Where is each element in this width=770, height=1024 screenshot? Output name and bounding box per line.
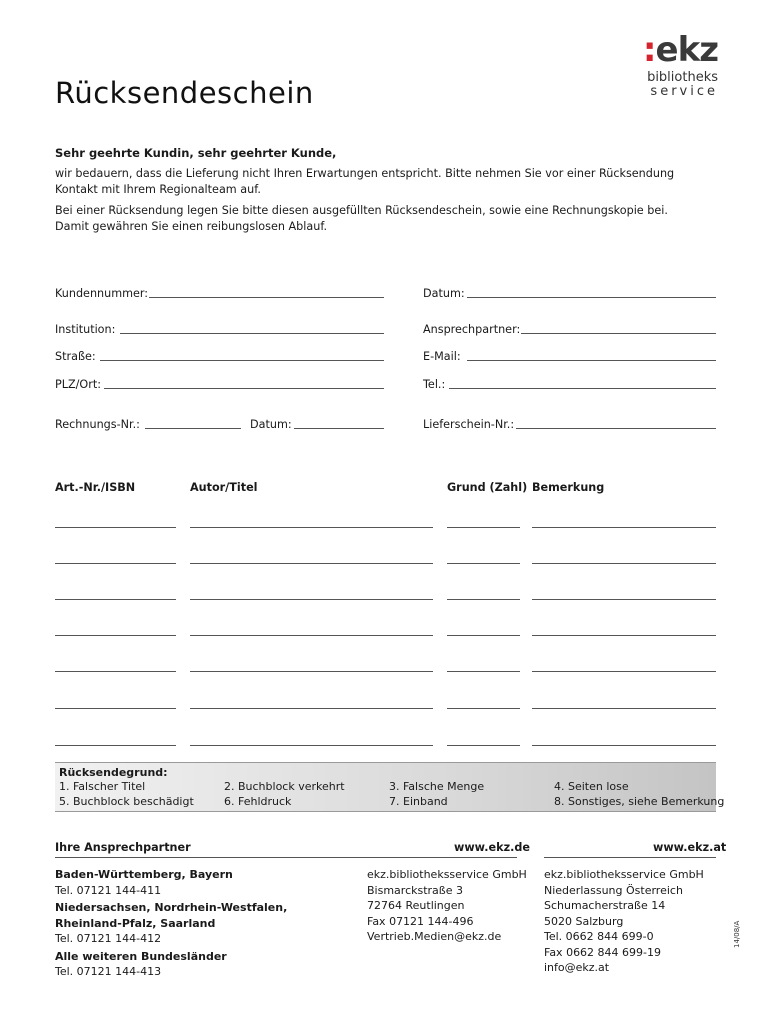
reason-item: 1. Falscher Titel	[59, 780, 146, 793]
bemerkung-field[interactable]	[532, 563, 716, 564]
art-nr-field[interactable]	[55, 635, 176, 636]
bemerkung-field[interactable]	[532, 599, 716, 600]
ekz-at-link[interactable]: www.ekz.at	[653, 841, 727, 854]
art-nr-field[interactable]	[55, 708, 176, 709]
contacts-heading: Ihre Ansprechpartner	[55, 841, 191, 854]
datum-label: Datum:	[423, 287, 465, 300]
return-reasons-box	[55, 762, 725, 812]
address-line: 5020 Salzburg	[544, 914, 624, 928]
address-line: 72764 Reutlingen	[367, 899, 465, 912]
grund-field[interactable]	[447, 563, 520, 564]
art-nr-field[interactable]	[55, 745, 176, 746]
reason-item: 5. Buchblock beschädigt	[59, 795, 194, 808]
bemerkung-field[interactable]	[532, 745, 716, 746]
ekz-de-link[interactable]: www.ekz.de	[454, 841, 530, 854]
art-nr-field[interactable]	[55, 563, 176, 564]
email-link[interactable]: info@ekz.at	[544, 961, 610, 974]
grund-field[interactable]	[447, 708, 520, 709]
region-name: Alle weiteren Bundesländer	[55, 949, 227, 963]
address-line: Bismarckstraße 3	[367, 883, 463, 897]
logo-mark: :ekz	[642, 30, 718, 70]
autor-titel-field[interactable]	[190, 671, 433, 672]
region-phone: Tel. 07121 144-412	[55, 932, 162, 945]
lieferschein-nr-label: Lieferschein-Nr.:	[423, 418, 515, 431]
address-line: Fax 07121 144-496	[367, 914, 474, 928]
austria-address	[544, 867, 704, 976]
ekz-logo	[618, 30, 718, 102]
reason-item: 3. Falsche Menge	[389, 780, 485, 793]
address-line: ekz.bibliotheksservice GmbH	[367, 868, 527, 881]
column-header-grund: Grund (Zahl)	[447, 481, 528, 494]
email-label: E-Mail:	[423, 350, 461, 363]
reason-item: 7. Einband	[389, 795, 448, 808]
intro-paragraph-2-line-2: Damit gewähren Sie einen reibungslosen Ablauf.	[55, 220, 328, 233]
institution-field[interactable]	[120, 333, 384, 334]
return-reasons-heading: Rücksendegrund:	[59, 766, 168, 779]
reason-item: 4. Seiten lose	[554, 780, 629, 793]
art-nr-field[interactable]	[55, 671, 176, 672]
grund-field[interactable]	[447, 745, 520, 746]
art-nr-field[interactable]	[55, 527, 176, 528]
ansprechpartner-label: Ansprechpartner:	[423, 323, 521, 336]
address-line: ekz.bibliotheksservice GmbH	[544, 868, 704, 881]
plz-ort-label: PLZ/Ort:	[55, 378, 101, 391]
ansprechpartner-field[interactable]	[521, 333, 716, 334]
germany-address	[367, 867, 527, 945]
rechnungs-nr-label: Rechnungs-Nr.:	[55, 418, 140, 431]
rechnungs-nr-field[interactable]	[145, 428, 241, 429]
region-phone: Tel. 07121 144-413	[55, 965, 162, 978]
logo-text-bibliotheks: bibliotheks	[647, 70, 718, 85]
intro-paragraph-2-line-1: Bei einer Rücksendung legen Sie bitte diesen ausgefüllten Rücksendeschein, sowie eine Rechnungskopie bei.	[55, 204, 668, 217]
grund-field[interactable]	[447, 671, 520, 672]
autor-titel-field[interactable]	[190, 635, 433, 636]
autor-titel-field[interactable]	[190, 563, 433, 564]
address-line: Tel. 0662 844 699-0	[544, 930, 654, 943]
document-code: 14/08/A	[733, 920, 741, 948]
institution-label: Institution:	[55, 323, 116, 336]
column-header-art-nr: Art.-Nr./ISBN	[55, 481, 136, 494]
column-header-bemerkung: Bemerkung	[532, 481, 605, 494]
strasse-label: Straße:	[55, 350, 96, 363]
reason-item: 8. Sonstiges, siehe Bemerkung	[554, 795, 725, 808]
email-link[interactable]: Vertrieb.Medien@ekz.de	[367, 930, 502, 943]
tel-field[interactable]	[449, 388, 716, 389]
footer-divider-left	[55, 857, 517, 858]
kundennummer-field[interactable]	[149, 297, 384, 298]
greeting: Sehr geehrte Kundin, sehr geehrter Kunde,	[55, 146, 337, 160]
grund-field[interactable]	[447, 635, 520, 636]
plz-ort-field[interactable]	[104, 388, 384, 389]
region-name: Niedersachsen, Nordrhein-Westfalen,	[55, 901, 288, 914]
footer-divider-right	[544, 857, 716, 858]
reason-item: 2. Buchblock verkehrt	[224, 780, 345, 793]
rechnungs-datum-field[interactable]	[294, 428, 384, 429]
address-line: Schumacherstraße 14	[544, 899, 666, 912]
bemerkung-field[interactable]	[532, 671, 716, 672]
datum-field[interactable]	[467, 297, 716, 298]
lieferschein-nr-field[interactable]	[516, 428, 716, 429]
regional-contacts	[55, 867, 287, 980]
tel-label: Tel.:	[423, 378, 446, 391]
strasse-field[interactable]	[100, 360, 384, 361]
intro-paragraph-1: wir bedauern, dass die Lieferung nicht Ihren Erwartungen entspricht. Bitte nehmen Sie vor einer Rücksendung Kontakt mit Ihrem Regionalteam auf.	[55, 167, 675, 196]
rechnungs-datum-label: Datum:	[250, 418, 292, 431]
autor-titel-field[interactable]	[190, 708, 433, 709]
grund-field[interactable]	[447, 599, 520, 600]
region-name: Rheinland-Pfalz, Saarland	[55, 916, 216, 930]
column-header-autor-titel: Autor/Titel	[190, 481, 258, 494]
logo-text-service: service	[650, 84, 718, 99]
grund-field[interactable]	[447, 527, 520, 528]
art-nr-field[interactable]	[55, 599, 176, 600]
region-phone: Tel. 07121 144-411	[55, 883, 162, 897]
address-line: Niederlassung Österreich	[544, 883, 683, 897]
autor-titel-field[interactable]	[190, 745, 433, 746]
bemerkung-field[interactable]	[532, 527, 716, 528]
region-name: Baden-Württemberg, Bayern	[55, 868, 233, 881]
autor-titel-field[interactable]	[190, 527, 433, 528]
address-line: Fax 0662 844 699-19	[544, 945, 662, 959]
kundennummer-label: Kundennummer:	[55, 287, 149, 300]
autor-titel-field[interactable]	[190, 599, 433, 600]
reason-item: 6. Fehldruck	[224, 795, 292, 808]
page-title: Rücksendeschein	[55, 76, 314, 110]
bemerkung-field[interactable]	[532, 708, 716, 709]
bemerkung-field[interactable]	[532, 635, 716, 636]
email-field[interactable]	[467, 360, 716, 361]
